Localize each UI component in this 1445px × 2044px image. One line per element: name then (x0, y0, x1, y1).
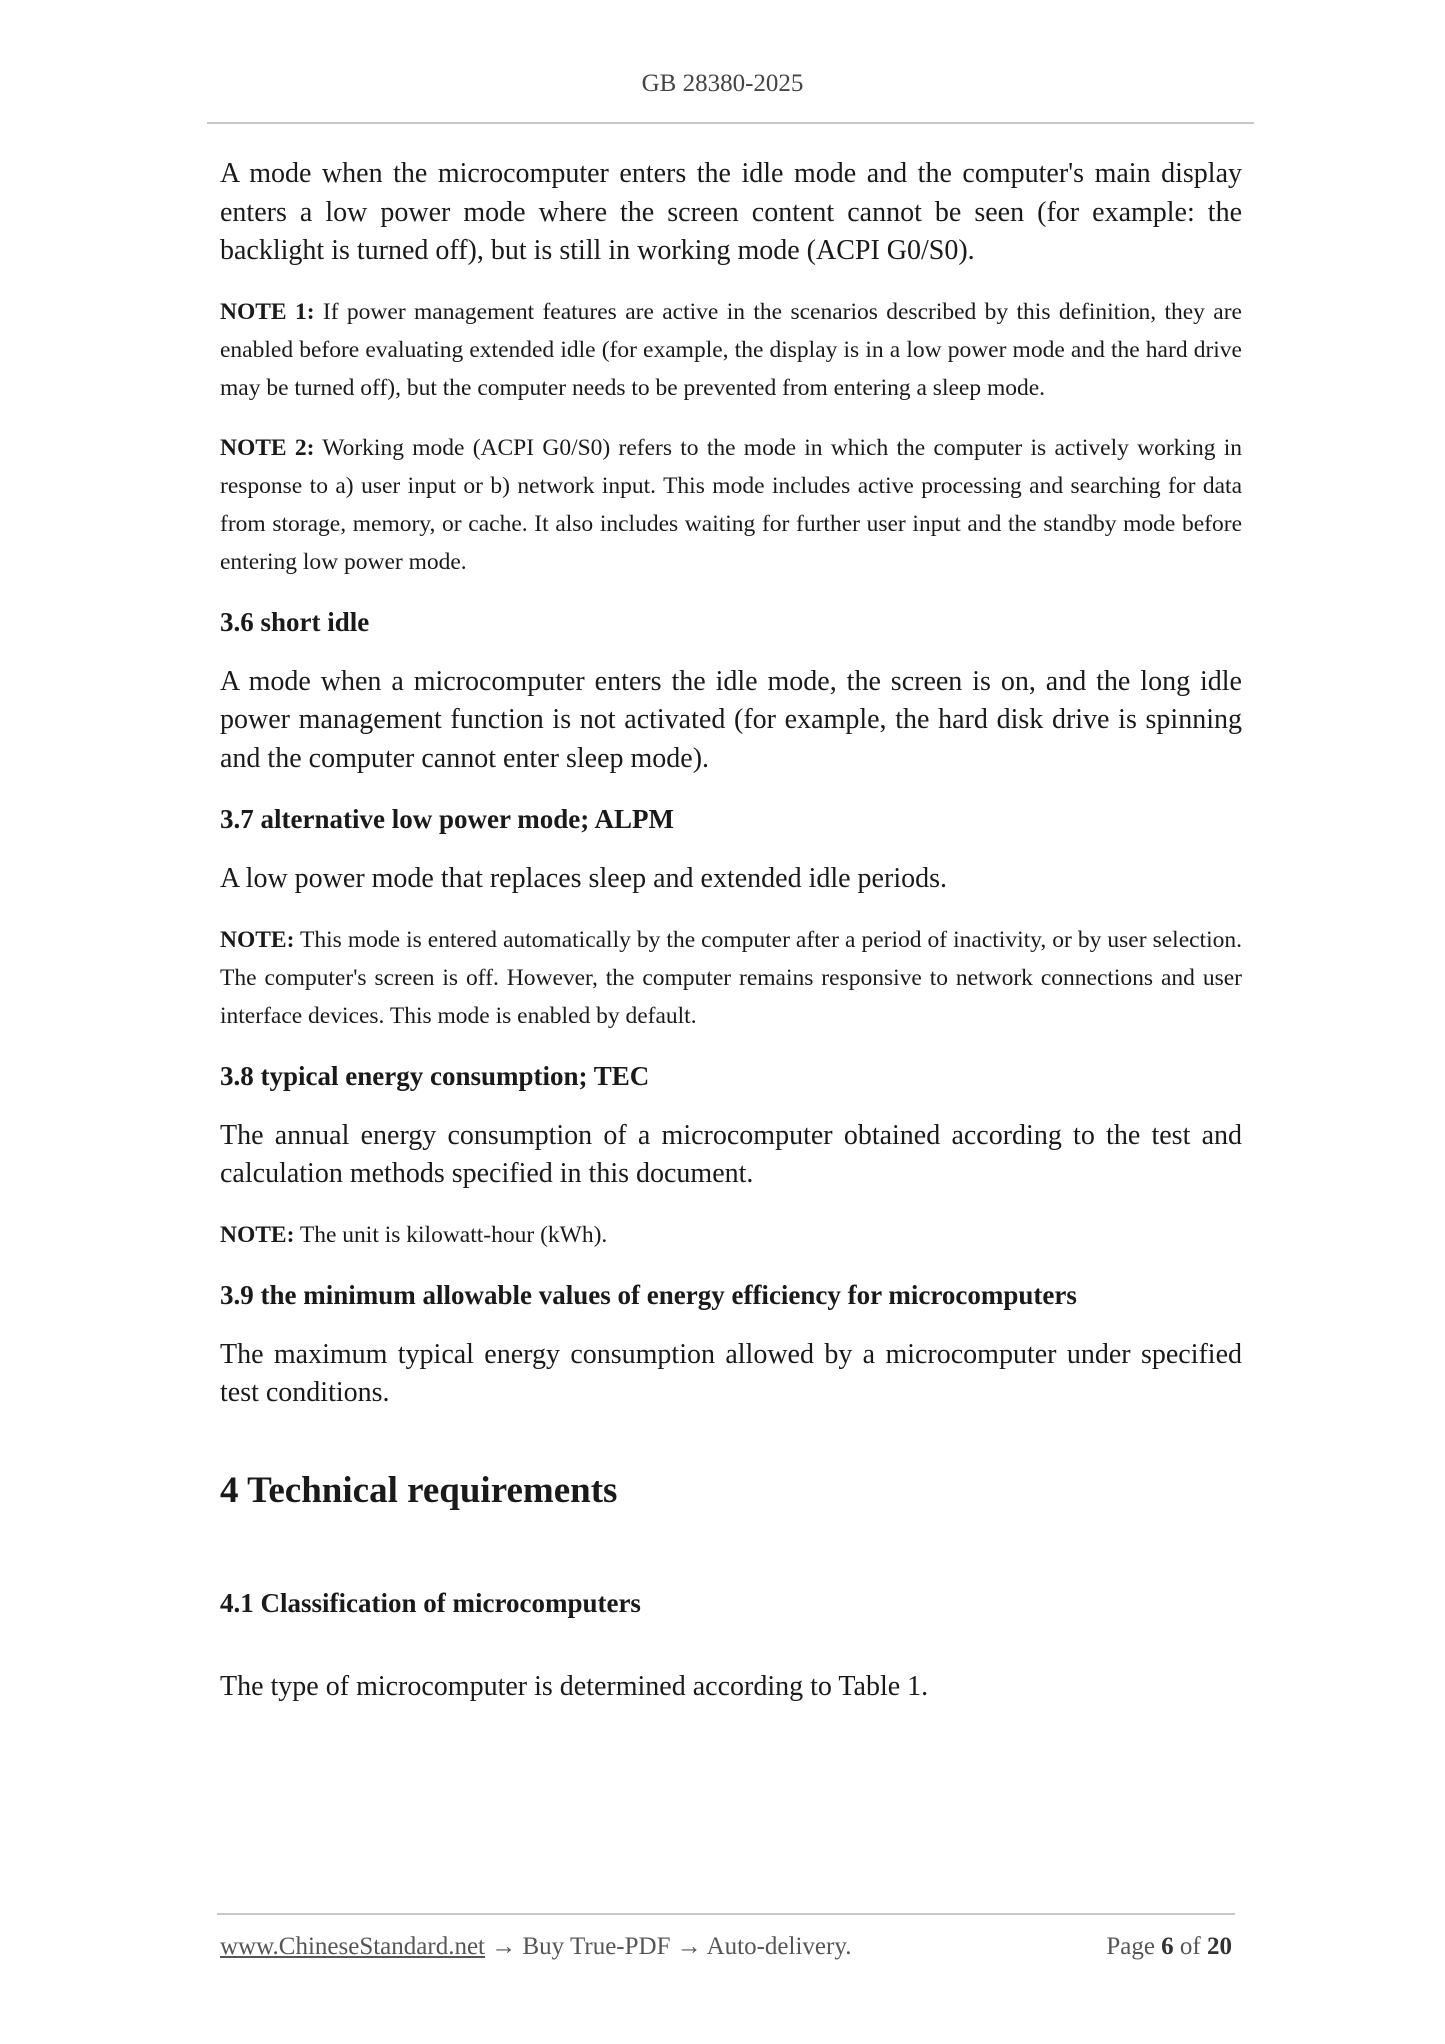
page-footer (220, 1933, 1232, 1961)
section-3-8-note (220, 1216, 1242, 1254)
website-link[interactable]: www.ChineseStandard.net (220, 1933, 485, 1960)
section-3-7-note-label: NOTE: (220, 926, 295, 953)
section-3-8-title: 3.8 typical energy consumption; TEC (220, 1060, 650, 1091)
section-4-heading: 4 Technical requirements (220, 1469, 618, 1511)
section-3-7-text: A low power mode that replaces sleep and extended idle periods. (220, 863, 947, 894)
page-prefix: Page (1106, 1933, 1162, 1960)
section-3-9-text: The maximum typical energy consumption allowed by a microcomputer under specified test conditions. (220, 1338, 1242, 1408)
page-number (1106, 1933, 1232, 1961)
note-1 (220, 293, 1242, 407)
section-3-7-note (220, 921, 1242, 1035)
header-divider (207, 122, 1254, 124)
section-3-6-title: 3.6 short idle (220, 606, 370, 637)
note-1-text: If power management features are active in the scenarios described by this definition, they are enabled before evaluating extended idle (for example, the display is in a low power mode and the hard drive may be turned off), but the computer needs to be prevented from entering a sleep mode. (220, 298, 1242, 401)
section-3-7-note-text: This mode is entered automatically by the computer after a period of inactivity, or by user selection. The computer's screen is off. However, the computer remains responsive to network connections and user interface devices. This mode is enabled by default. (220, 926, 1242, 1029)
section-3-8-note-text: The unit is kilowatt-hour (kWh). (294, 1221, 608, 1248)
section-3-8-note-label: NOTE: (220, 1221, 295, 1248)
section-3-8-text: The annual energy consumption of a microcomputer obtained according to the test and calculation methods specified in this document. (220, 1119, 1242, 1189)
section-4-1-title: 4.1 Classification of microcomputers (220, 1587, 641, 1618)
note-2-label: NOTE 2: (220, 434, 315, 461)
note-1-label: NOTE 1: (220, 298, 315, 325)
section-3-6-text: A mode when a microcomputer enters the idle mode, the screen is on, and the long idle power management function is not activated (for example, the hard disk drive is spinning and the computer cannot enter sleep mode). (220, 665, 1242, 774)
page-of: of (1173, 1933, 1207, 1960)
footer-tagline: → Buy True-PDF → Auto-delivery. (485, 1933, 852, 1960)
page-total: 20 (1207, 1933, 1232, 1960)
section-3-9-title: 3.9 the minimum allowable values of energy efficiency for microcomputers (220, 1279, 1077, 1310)
footer-left (220, 1933, 851, 1961)
footer-divider (217, 1913, 1235, 1915)
section-4-1-text: The type of microcomputer is determined according to Table 1. (220, 1670, 929, 1702)
intro-paragraph: A mode when the microcomputer enters the idle mode and the computer's main display enters a low power mode where the screen content cannot be seen (for example: the backlight is turned off), but is still in working mode (ACPI G0/S0). (220, 158, 1242, 266)
page-current: 6 (1161, 1933, 1174, 1960)
section-3-7-title: 3.7 alternative low power mode; ALPM (220, 804, 674, 834)
page-header: GB 28380-2025 (641, 70, 804, 97)
note-2-text: Working mode (ACPI G0/S0) refers to the mode in which the computer is actively working in response to a) user input or b) network input. This mode includes active processing and searching for data from storage, memory, or cache. It also includes waiting for further user input and the standby mode before entering low power mode. (220, 434, 1242, 575)
document-body (220, 155, 1242, 1728)
note-2 (220, 429, 1242, 581)
